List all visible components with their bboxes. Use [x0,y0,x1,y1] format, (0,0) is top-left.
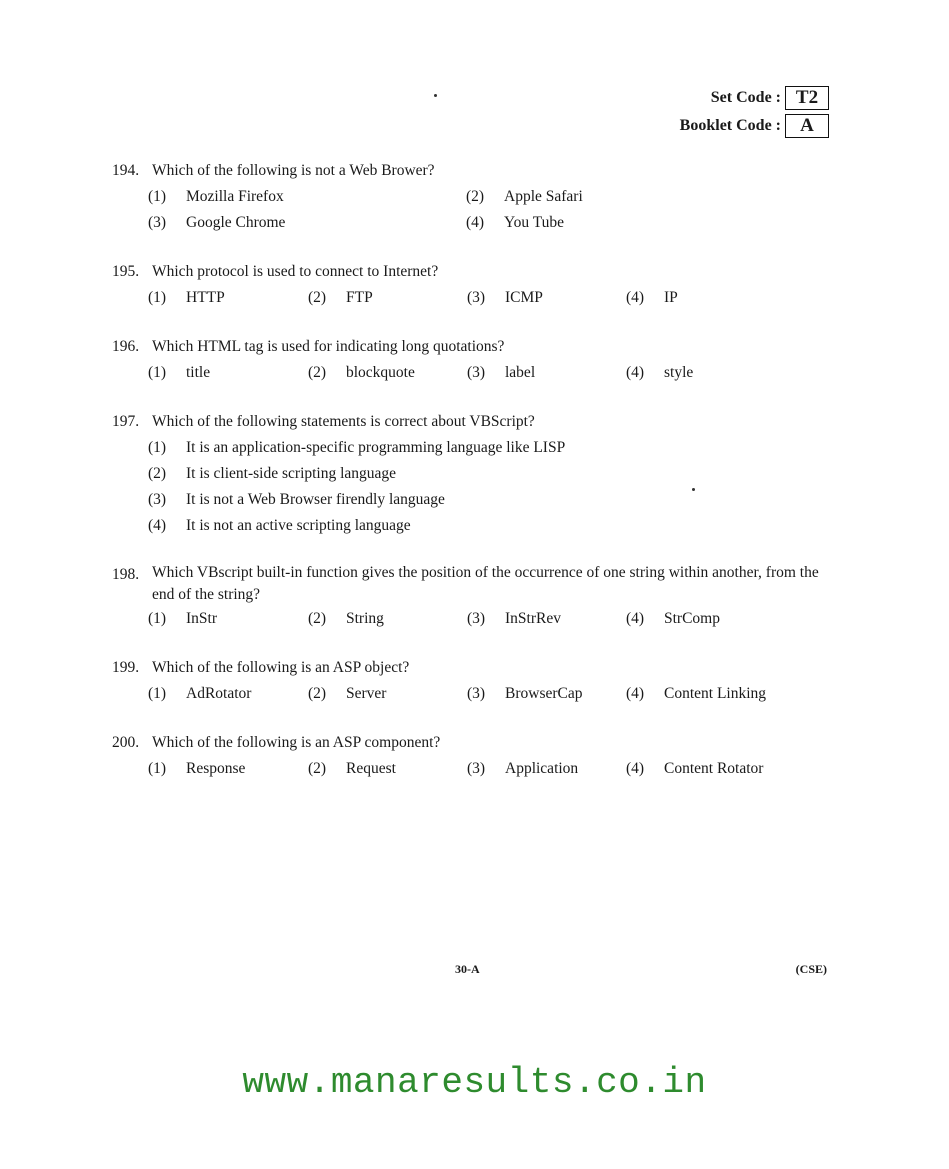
option-number: (2) [308,364,327,381]
options [148,756,832,782]
option-text: BrowserCap [505,685,583,702]
option-4 [626,681,785,707]
options [148,360,832,386]
options [148,184,832,236]
option-2 [308,360,467,386]
option-2 [466,184,784,210]
option-text: Content Rotator [664,760,764,777]
option-number: (4) [626,610,645,627]
option-text: StrComp [664,610,720,627]
option-3 [148,210,466,236]
booklet-code-label: Booklet Code : [679,117,781,134]
option-number: (3) [467,364,486,381]
question-200 [112,730,832,782]
set-code-box: T2 [785,86,829,110]
page-code: 30-A [455,962,480,976]
option-text: HTTP [186,289,225,306]
option-number: (3) [467,610,486,627]
question-text: Which HTML tag is used for indicating long quotations? [152,338,505,355]
option-text: Google Chrome [186,214,286,231]
option-number: (2) [308,760,327,777]
option-text: It is not a Web Browser firendly language [186,491,445,508]
question-number: 199. [112,659,140,676]
option-text: title [186,364,211,381]
option-number: (3) [467,685,486,702]
option-number: (3) [148,214,167,231]
option-text: Application [505,760,579,777]
question-196 [112,334,832,386]
option-3 [467,756,626,782]
option-4 [626,756,785,782]
question-194 [112,158,832,236]
option-number: (2) [466,188,485,205]
option-4 [626,606,785,632]
option-1 [148,756,308,782]
option-3 [467,681,626,707]
question-number: 196. [112,338,140,355]
option-text: FTP [346,289,373,306]
option-number: (1) [148,760,167,777]
option-number: (3) [467,289,486,306]
option-number: (2) [308,289,327,306]
option-number: (1) [148,610,167,627]
booklet-code-box: A [785,114,829,138]
option-text: label [505,364,536,381]
option-4 [626,360,785,386]
question-list [112,158,832,805]
option-number: (2) [308,610,327,627]
option-4 [148,513,832,539]
question-text: Which of the following is not a Web Brower? [152,162,435,179]
option-1 [148,360,308,386]
option-3 [148,487,832,513]
option-text: Mozilla Firefox [186,188,284,205]
option-text: Apple Safari [504,188,583,205]
option-text: Server [346,685,387,702]
option-1 [148,435,832,461]
option-text: style [664,364,694,381]
option-2 [308,606,467,632]
option-1 [148,184,466,210]
question-number: 197. [112,413,140,430]
question-text: Which of the following is an ASP object? [152,659,410,676]
option-text: Response [186,760,246,777]
option-text: String [346,610,384,627]
scan-speck [434,94,437,97]
option-text: InStrRev [505,610,561,627]
option-text: AdRotator [186,685,252,702]
options [148,606,832,632]
question-199 [112,655,832,707]
watermark-url: www.manaresults.co.in [242,1062,707,1103]
question-text: Which of the following is an ASP component? [152,734,441,751]
options [148,285,832,311]
code-block [680,84,829,140]
option-text: Request [346,760,396,777]
option-4 [626,285,785,311]
question-number: 194. [112,162,140,179]
option-3 [467,606,626,632]
option-number: (1) [148,188,167,205]
option-2 [308,285,467,311]
option-number: (1) [148,439,167,456]
option-number: (2) [308,685,327,702]
question-text: Which of the following statements is correct about VBScript? [152,413,535,430]
option-text: IP [664,289,678,306]
option-text: It is an application-specific programming language like LISP [186,439,566,456]
option-text: InStr [186,610,217,627]
question-number: 198. [112,566,140,583]
option-number: (4) [626,364,645,381]
option-1 [148,681,308,707]
option-4 [466,210,784,236]
option-2 [148,461,832,487]
set-code-row [680,84,829,112]
option-number: (4) [626,289,645,306]
question-text: Which protocol is used to connect to Internet? [152,263,439,280]
option-text: It is not an active scripting language [186,517,411,534]
option-text: You Tube [504,214,565,231]
question-number: 195. [112,263,140,280]
option-3 [467,285,626,311]
option-3 [467,360,626,386]
option-number: (3) [148,491,167,508]
scan-speck [692,488,695,491]
option-text: Content Linking [664,685,767,702]
option-number: (1) [148,364,167,381]
question-198 [112,562,832,632]
question-197 [112,409,832,539]
option-number: (1) [148,289,167,306]
question-195 [112,259,832,311]
option-number: (1) [148,685,167,702]
option-2 [308,756,467,782]
subject-code: (CSE) [795,962,827,976]
option-number: (4) [626,685,645,702]
question-text: Which VBscript built-in function gives the position of the occurrence of one string within another, from the end of the string? [152,564,819,603]
options [148,435,832,539]
option-text: It is client-side scripting language [186,465,397,482]
option-number: (4) [626,760,645,777]
booklet-code-row [680,112,829,140]
option-1 [148,285,308,311]
set-code-label: Set Code : [710,89,781,106]
option-2 [308,681,467,707]
option-1 [148,606,308,632]
option-number: (3) [467,760,486,777]
option-number: (2) [148,465,167,482]
option-text: ICMP [505,289,543,306]
option-number: (4) [148,517,167,534]
question-number: 200. [112,734,140,751]
option-number: (4) [466,214,485,231]
option-text: blockquote [346,364,415,381]
options [148,681,832,707]
